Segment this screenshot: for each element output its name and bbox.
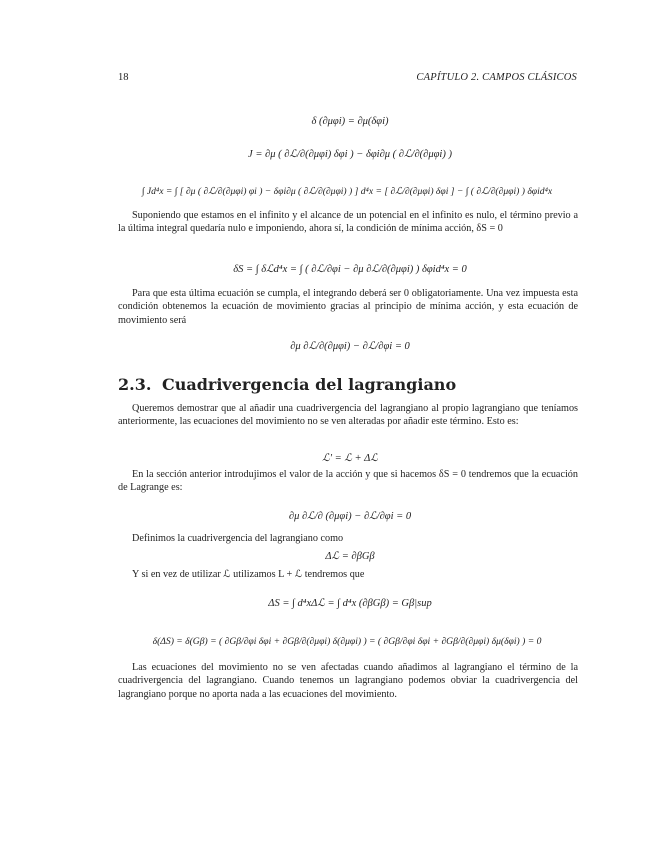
equation-8: Δℒ = ∂βGβ	[325, 551, 375, 562]
section-number: 2.3.	[118, 375, 152, 394]
equation-1: δ (∂μφi) = ∂μ(δφi)	[311, 116, 389, 127]
paragraph-4: En la sección anterior introdujimos el valor de la acción y que si hacemos δS = 0 tendremos que la ecuación de Lagrange es:	[118, 469, 578, 494]
paragraph-6: Y si en vez de utilizar ℒ utilizamos L + ℒ tendremos que	[132, 569, 365, 580]
page-number: 18	[118, 72, 129, 83]
paragraph-2: Para que esta última ecuación se cumpla, el integrando deberá ser 0 obligatoriamente. Una vez impuesta esta condición obtenemos la ecuación de movimiento gracias al principio de mínima acción, y esta ecuación de movimiento será	[118, 288, 578, 326]
equation-5: ∂μ ∂ℒ/∂(∂μφi) − ∂ℒ/∂φi = 0	[290, 341, 410, 352]
paragraph-1: Suponiendo que estamos en el infinito y el alcance de un potencial en el infinito es nulo, el término previo a la última integral quedaría nulo e imponiendo, ahora sí, la condición de mínima acción, δS = 0	[118, 210, 578, 235]
section-heading	[118, 375, 456, 394]
paragraph-3: Queremos demostrar que al añadir una cuadrivergencia del lagrangiano al propio lagrangiano que teníamos anteriormente, las ecuaciones del movimiento no se ven alteradas por añadir este término. Esto es:	[118, 403, 578, 428]
equation-2: J = ∂μ ( ∂ℒ/∂(∂μφi) δφi ) − δφi∂μ ( ∂ℒ/∂(∂μφi) )	[248, 149, 452, 160]
running-title: CAPÍTULO 2. CAMPOS CLÁSICOS	[416, 72, 577, 83]
equation-4: δS = ∫ δℒd⁴x = ∫ ( ∂ℒ/∂φi − ∂μ ∂ℒ/∂(∂μφi) ) δφid⁴x = 0	[233, 264, 467, 275]
section-title: Cuadrivergencia del lagrangiano	[162, 375, 457, 394]
paragraph-7: Las ecuaciones del movimiento no se ven afectadas cuando añadimos al lagrangiano el término de la cuadrivergencia del lagrangiano. Cuando tenemos un lagrangiano podemos obviar la cuadrivergencia del lagrangiano porque no aporta nada a las ecuaciones del movimiento.	[118, 662, 578, 700]
equation-6: ℒ′ = ℒ + Δℒ	[322, 453, 378, 464]
equation-10: δ(ΔS) = δ(Gβ) = ( ∂Gβ/∂φi δφi + ∂Gβ/∂(∂μφi) δ(∂μφi) ) = ( ∂Gβ/∂φi δφi + ∂Gβ/∂(∂μφi) δμ(δφi) ) = 0	[152, 636, 542, 647]
equation-3: ∫ Jd⁴x = ∫ [ ∂μ ( ∂ℒ/∂(∂μφi) φi ) − δφi∂μ ( ∂ℒ/∂(∂μφi) ) ] d⁴x = [ ∂ℒ/∂(∂μφi) δφi ] − ∫ ( ∂ℒ/∂(∂μφi) ) δφid⁴x	[141, 186, 553, 197]
equation-7: ∂μ ∂ℒ/∂ (∂μφi) − ∂ℒ/∂φi = 0	[288, 511, 412, 522]
paragraph-5: Definimos la cuadrivergencia del lagrangiano como	[132, 533, 344, 544]
equation-9: ΔS = ∫ d⁴xΔℒ = ∫ d⁴x (∂βGβ) = Gβ|sup	[268, 598, 432, 609]
